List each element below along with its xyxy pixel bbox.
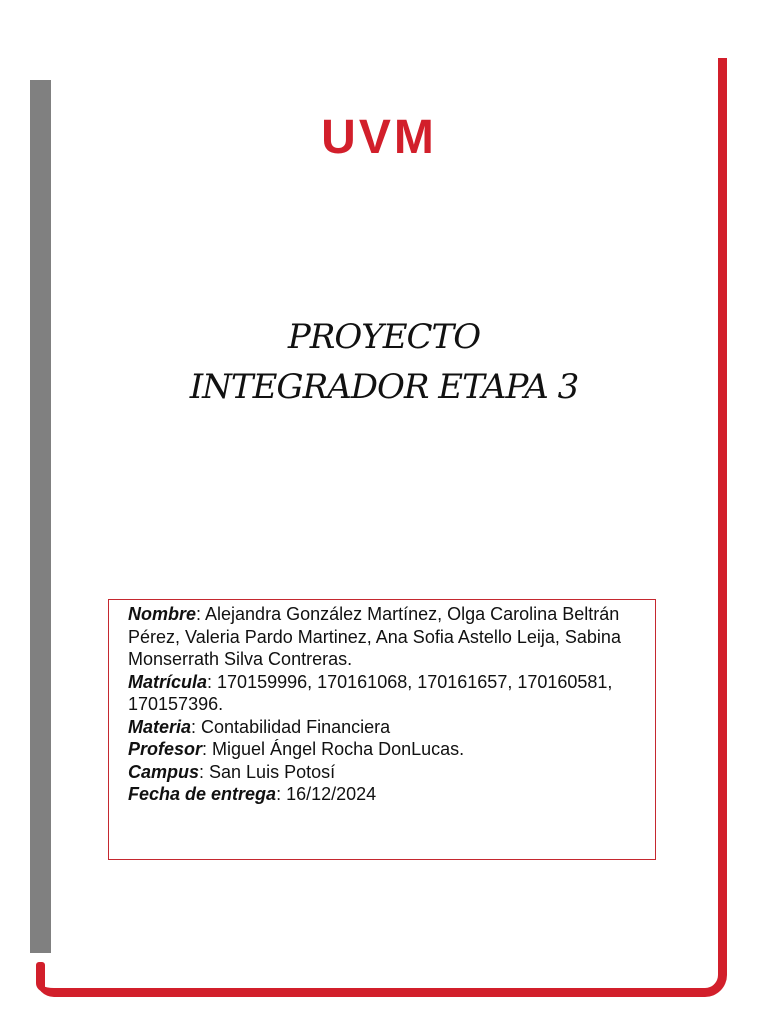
fecha-label: Fecha de entrega (128, 784, 277, 804)
title-line-1: PROYECTO (287, 317, 481, 357)
matricula-label: Matrícula (128, 671, 208, 692)
profesor-label: Profesor (128, 739, 203, 759)
campus-value: : San Luis Potosí (199, 761, 336, 782)
profesor-value: : Miguel Ángel Rocha DonLucas. (202, 739, 465, 759)
matricula-row (128, 671, 637, 716)
campus-label: Campus (128, 761, 200, 782)
uvm-logo: UVM (321, 111, 437, 164)
title-line-2: INTEGRADOR ETAPA 3 (189, 367, 579, 407)
fecha-value: : 16/12/2024 (276, 784, 377, 804)
document-title (100, 312, 668, 412)
materia-row (128, 716, 637, 739)
materia-label: Materia (128, 716, 192, 737)
profesor-row (128, 738, 637, 761)
fecha-row (128, 783, 637, 806)
nombre-label: Nombre (128, 604, 197, 624)
student-info-box (108, 599, 656, 860)
campus-row (128, 761, 637, 784)
nombre-row (128, 603, 637, 671)
nombre-value: : Alejandra González Martínez, Olga Carolina Beltrán Pérez, Valeria Pardo Martinez, Ana Sofia Astello Leija, Sabina Monserrath Silva Contreras. (128, 604, 621, 669)
materia-value: : Contabilidad Financiera (191, 716, 391, 737)
matricula-value: : 170159996, 170161068, 170161657, 170160581, 170157396. (128, 671, 613, 714)
red-border-corner (36, 962, 45, 992)
